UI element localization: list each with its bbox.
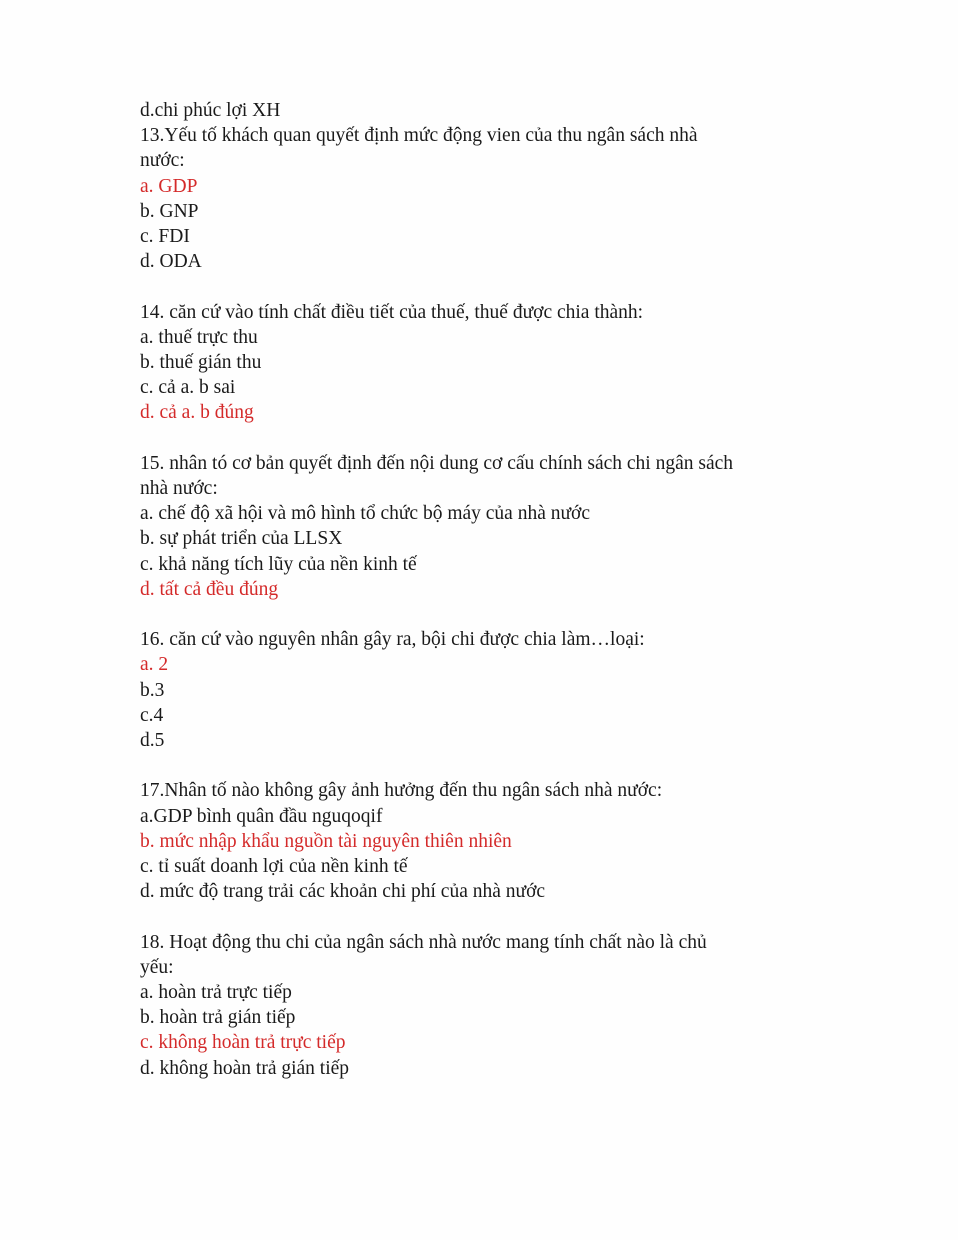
question-block [140,930,840,1081]
question-block [140,778,840,904]
answer-option-correct: b. mức nhập khẩu nguồn tài nguyên thiên nhiên [140,830,512,852]
leading-option-line: d.chi phúc lợi XH [140,100,281,121]
question-text: 17.Nhân tố nào không gây ảnh hưởng đến thu ngân sách nhà nước: [140,780,663,802]
question-block [140,123,840,274]
answer-option: d. không hoàn trả gián tiếp [140,1057,350,1079]
question-text: 14. căn cứ vào tính chất điều tiết của thuế, thuế được chia thành: [140,301,644,323]
question-text: nước: [140,150,185,172]
question-text: 15. nhân tó cơ bản quyết định đến nội dung cơ cấu chính sách chi ngân sách [140,452,734,474]
question-list [140,123,840,1081]
answer-option: b. sự phát triển của LLSX [140,528,343,550]
question-text: 18. Hoạt động thu chi của ngân sách nhà nước mang tính chất nào là chủ [140,931,707,953]
answer-option-correct: a. GDP [140,175,198,197]
answer-option: c.4 [140,704,164,726]
question-block [140,627,840,753]
question-text: 16. căn cứ vào nguyên nhân gây ra, bội chi được chia làm…loại: [140,629,645,651]
answer-option-correct: c. không hoàn trả trực tiếp [140,1032,346,1054]
answer-option: c. FDI [140,226,190,248]
answer-option: d. mức độ trang trải các khoản chi phí của nhà nước [140,881,546,903]
answer-option: a. hoàn trả trực tiếp [140,982,292,1004]
answer-option: b. thuế gián thu [140,352,262,374]
answer-option-correct: a. 2 [140,654,169,676]
answer-option: a.GDP bình quân đầu nguqoqif [140,805,383,827]
answer-option: b. GNP [140,200,199,222]
question-block [140,451,840,602]
answer-option: a. thuế trực thu [140,326,258,348]
answer-option: a. chế độ xã hội và mô hình tổ chức bộ máy của nhà nước [140,503,591,525]
answer-option: c. khả năng tích lũy của nền kinh tế [140,553,417,575]
answer-option-correct: d. cả a. b đúng [140,402,254,424]
answer-option: b.3 [140,679,165,701]
answer-option: c. cả a. b sai [140,377,236,399]
answer-option: d. ODA [140,251,202,273]
quiz-content [140,98,840,1081]
answer-option: d.5 [140,730,165,752]
question-text: yếu: [140,956,174,978]
question-text: 13.Yếu tố khách quan quyết định mức động vien của thu ngân sách nhà [140,125,698,147]
answer-option-correct: d. tất cả đều đúng [140,578,279,600]
answer-option: c. tỉ suất doanh lợi của nền kinh tế [140,856,408,878]
question-text: nhà nước: [140,478,218,500]
answer-option: b. hoàn trả gián tiếp [140,1007,296,1029]
question-block [140,300,840,426]
